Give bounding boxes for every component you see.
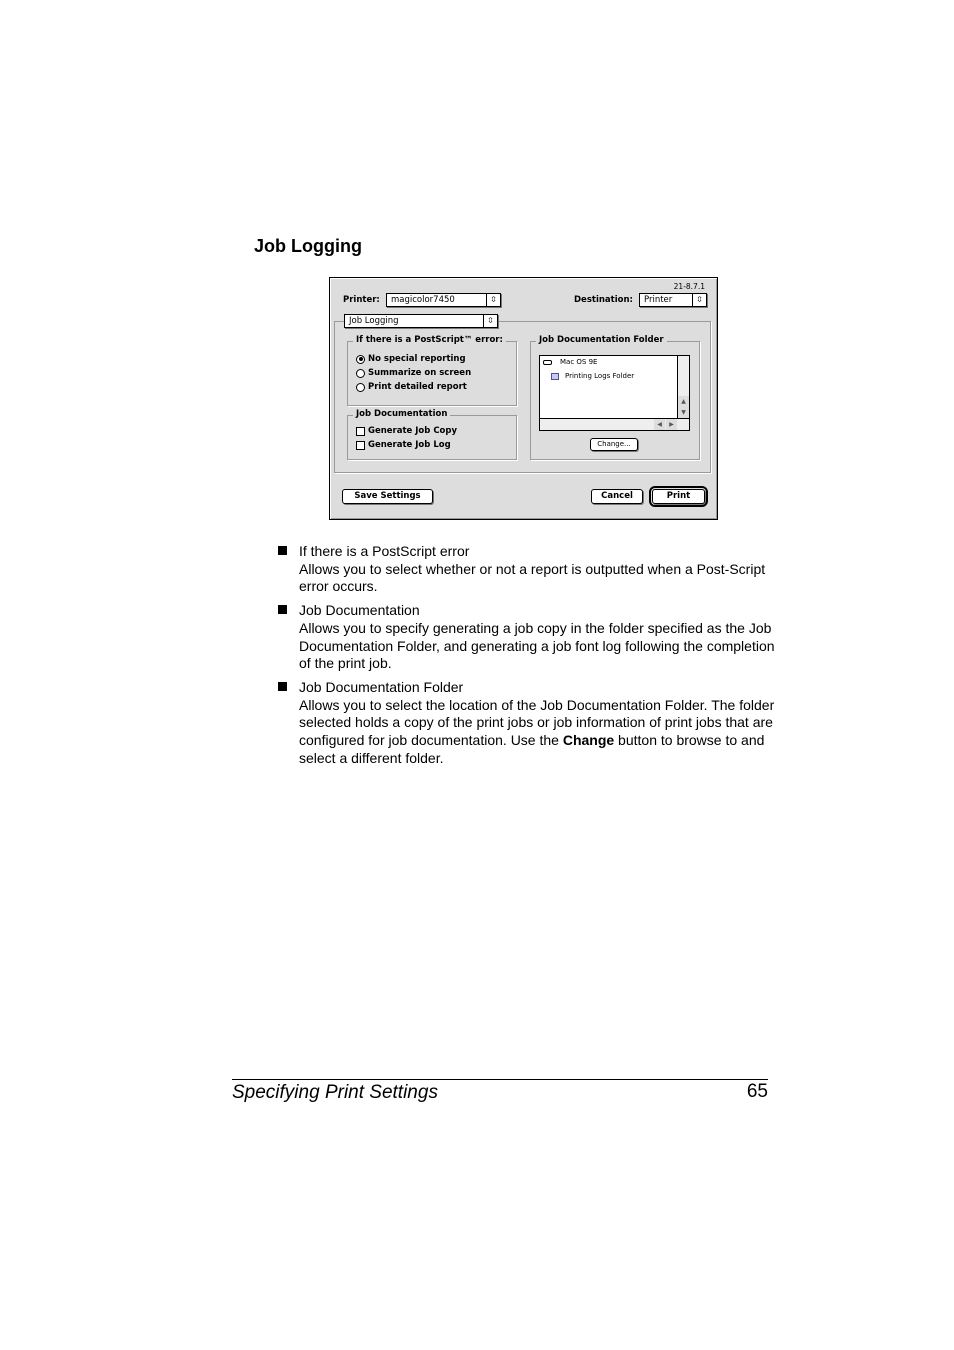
popup-arrows-icon: ⇳ xyxy=(483,315,497,327)
scroll-right-icon[interactable]: ▶ xyxy=(666,419,677,430)
checkbox-generate-job-log[interactable]: Generate Job Log xyxy=(356,440,451,450)
section-title: Job Logging xyxy=(254,236,362,256)
footer-rule xyxy=(232,1079,768,1080)
job-doc-group-label: Job Documentation xyxy=(353,409,450,419)
disk-icon xyxy=(543,360,552,365)
checkbox-generate-job-copy[interactable]: Generate Job Copy xyxy=(356,426,457,436)
change-emphasis: Change xyxy=(562,732,615,749)
scroll-left-icon[interactable]: ◀ xyxy=(654,419,665,430)
bullet-square-icon xyxy=(278,605,287,614)
vertical-scrollbar[interactable] xyxy=(677,356,689,418)
radio-selected-icon xyxy=(356,355,365,364)
bullet-heading: If there is a PostScript error xyxy=(299,543,470,559)
bullet-body: Allows you to specify generating a job copy in the folder specified as the Job Documentation Folder, and generating a job font log following the completion of the print job. xyxy=(299,619,775,672)
list-item xyxy=(278,543,778,596)
save-settings-button[interactable]: Save Settings xyxy=(342,489,433,504)
printer-popup[interactable] xyxy=(386,293,501,307)
radio-icon xyxy=(356,383,365,392)
radio-summarize-on-screen[interactable]: Summarize on screen xyxy=(356,368,471,378)
destination-label: Destination: xyxy=(574,295,633,305)
bullet-heading: Job Documentation xyxy=(299,602,420,619)
bullet-body: Allows you to select whether or not a report is outputted when a Post-Script error occurs. xyxy=(299,560,766,595)
printer-value: magicolor7450 xyxy=(391,295,455,305)
bullet-heading: Job Documentation Folder xyxy=(299,678,464,695)
ps-error-group-label: If there is a PostScript™ error: xyxy=(353,335,506,345)
print-dialog xyxy=(329,277,718,520)
option-descriptions xyxy=(278,543,778,773)
change-button[interactable]: Change... xyxy=(590,438,638,451)
popup-arrows-icon: ⇳ xyxy=(692,294,706,306)
folder-list[interactable] xyxy=(539,355,690,431)
version-label: 21-8.7.1 xyxy=(673,282,705,291)
folder-group-label: Job Documentation Folder xyxy=(536,335,667,345)
radio-icon xyxy=(356,369,365,378)
radio-no-special-reporting[interactable]: No special reporting xyxy=(356,354,466,364)
list-item xyxy=(278,602,778,673)
checkbox-icon xyxy=(356,427,365,436)
destination-popup[interactable] xyxy=(639,293,707,307)
printer-label: Printer: xyxy=(343,295,380,305)
scroll-down-icon[interactable]: ▼ xyxy=(678,407,689,418)
print-button[interactable]: Print xyxy=(652,489,705,504)
panel-value: Job Logging xyxy=(349,316,399,326)
horizontal-scrollbar[interactable] xyxy=(540,418,689,430)
list-item xyxy=(278,679,778,768)
list-item[interactable]: Mac OS 9E xyxy=(543,358,597,366)
footer-title: Specifying Print Settings xyxy=(232,1082,438,1103)
checkbox-icon xyxy=(356,441,365,450)
job-doc-group xyxy=(347,415,517,460)
scroll-up-icon[interactable]: ▲ xyxy=(678,396,689,407)
folder-icon xyxy=(551,373,559,380)
list-item[interactable]: Printing Logs Folder xyxy=(551,372,634,380)
page-number: 65 xyxy=(746,1081,768,1102)
bullet-square-icon xyxy=(278,682,287,691)
cancel-button[interactable]: Cancel xyxy=(591,489,643,504)
radio-print-detailed-report[interactable]: Print detailed report xyxy=(356,382,467,392)
panel-popup[interactable] xyxy=(344,314,498,328)
destination-value: Printer xyxy=(644,295,673,305)
bullet-square-icon xyxy=(278,546,287,555)
popup-arrows-icon: ⇳ xyxy=(486,294,500,306)
bullet-body: Allows you to select the location of the Job Documentation Folder. The folder selected holds a copy of the print jobs or job information of print jobs that are configured for job documentation. Use the Change button to browse to and select a different folder. xyxy=(299,696,775,766)
